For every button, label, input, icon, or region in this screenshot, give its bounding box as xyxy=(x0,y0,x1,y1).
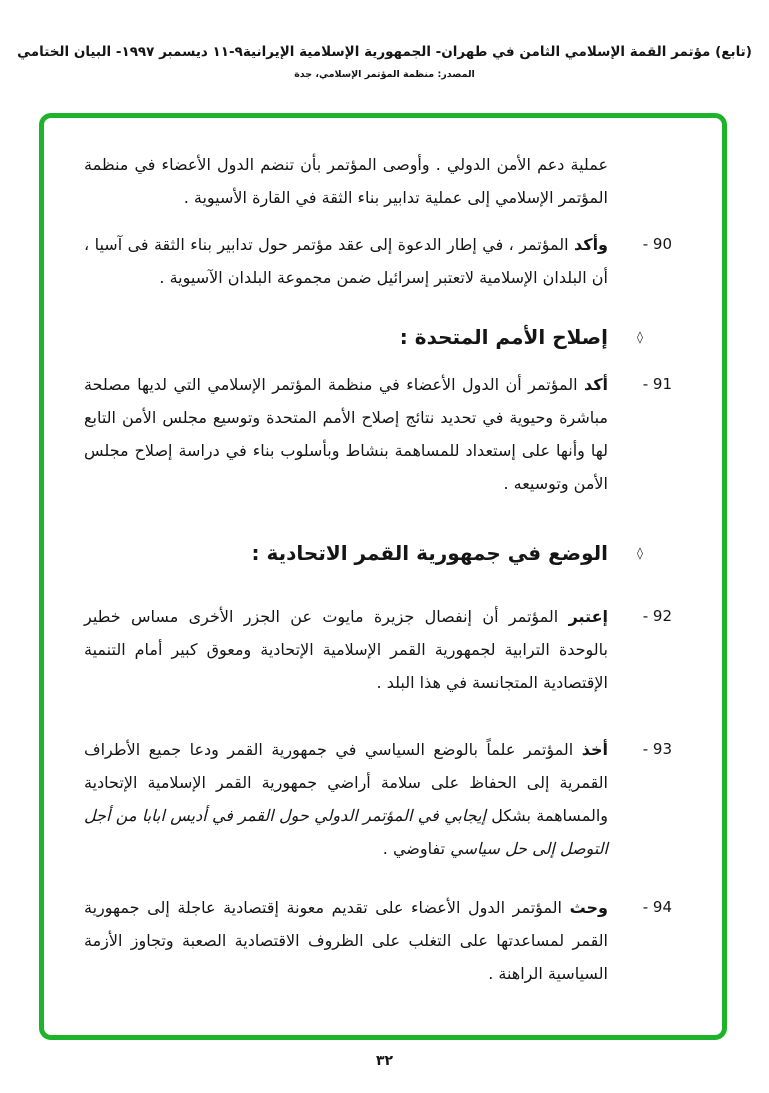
paragraph-text xyxy=(84,733,608,865)
paragraph-lead-word: وحث xyxy=(569,898,608,917)
paragraph-91 xyxy=(84,368,672,500)
paragraph-number: - 93 xyxy=(642,740,672,758)
paragraph-tail: تفاوضي . xyxy=(382,839,451,858)
section-heading-un-reform xyxy=(84,320,672,354)
paragraph-text xyxy=(84,600,608,699)
section-heading-text: الوضع في جمهورية القمر الاتحادية : xyxy=(251,541,608,565)
paragraph-number: - 90 xyxy=(642,235,672,253)
paragraph-92 xyxy=(84,600,672,699)
paragraph-body: المؤتمر علماً بالوضع السياسي في جمهورية القمر ودعا جميع الأطراف القمرية إلى الحفاظ على سلامة أراضي جمهورية القمر الإسلامية الإتحادية والمساهمة بشكل xyxy=(84,740,608,825)
paragraph-number-empty xyxy=(608,148,672,214)
paragraph-body: المؤتمر ، في إطار الدعوة إلى عقد مؤتمر حول تدابير بناء الثقة فى آسيا ، أن البلدان الإسلامية لاتعتبر إسرائيل ضمن مجموعة البلدان الآسيوية . xyxy=(84,235,608,287)
document-source: المصدر: منظمة المؤتمر الإسلامي، جدة xyxy=(294,68,475,80)
page-header xyxy=(0,0,769,80)
paragraph-body: المؤتمر أن إنفصال جزيرة مايوت عن الجزر الأخرى مساس خطير بالوحدة الترابية لجمهورية القمر الإسلامية الإتحادية ومعوق كبير أمام التنمية الإقتصادية المتجانسة في هذا البلد . xyxy=(84,607,608,692)
paragraph-body: المؤتمر أن الدول الأعضاء في منظمة المؤتمر الإسلامي التي لديها مصلحة مباشرة وحيوية في تحديد نتائج إصلاح الأمم المتحدة وتوسيع مجلس الأمن التابع لها وأنها على إستعداد للمساهمة بنشاط وبأسلوب بناء في دراسة إصلاح مجلس الأمن وتوسيعه . xyxy=(84,375,608,493)
section-heading-comoros xyxy=(84,536,672,570)
paragraph-lead-word: أخذ xyxy=(581,740,608,759)
paragraph-lead-word: إعتبر xyxy=(568,607,608,626)
paragraph-94 xyxy=(84,891,672,990)
paragraph-text xyxy=(84,228,608,294)
paragraph-text xyxy=(84,368,608,500)
diamond-bullet-icon: ◊ xyxy=(637,546,643,560)
section-heading-text: إصلاح الأمم المتحدة : xyxy=(399,325,608,349)
content-border-box xyxy=(39,113,727,1040)
paragraph-lead-word: وأكد xyxy=(574,235,608,254)
paragraph-continuation xyxy=(84,148,672,214)
paragraph-number: - 91 xyxy=(642,375,672,393)
paragraph-90 xyxy=(84,228,672,294)
paragraph-italic-segment: إيجابي في المؤتمر الدولي حول القمر في أديس ابابا من أجل التوصل إلى حل سياسي xyxy=(84,806,608,858)
diamond-bullet-icon: ◊ xyxy=(637,330,643,344)
paragraph-body: المؤتمر الدول الأعضاء على تقديم معونة إقتصادية عاجلة إلى جمهورية القمر لمساعدتها على التغلب على الظروف الاقتصادية الصعبة وتجاوز الأزمة السياسية الراهنة . xyxy=(84,898,608,983)
page-number: ٣٢ xyxy=(375,1053,394,1069)
paragraph-93 xyxy=(84,733,672,865)
paragraph-number: - 92 xyxy=(642,607,672,625)
paragraph-lead-word: أكد xyxy=(583,375,608,394)
paragraph-text: عملية دعم الأمن الدولي . وأوصى المؤتمر بأن تنضم الدول الأعضاء في منظمة المؤتمر الإسلامي إلى عملية تدابير بناء الثقة في القارة الأسيوية . xyxy=(84,155,608,207)
paragraph-number: - 94 xyxy=(642,898,672,916)
paragraph-text xyxy=(84,891,608,990)
document-title: (تابع) مؤتمر القمة الإسلامي الثامن في طهران- الجمهورية الإسلامية الإيرانية٩-١١ ديسمبر ١٩٩٧- البيان الختامي xyxy=(17,44,752,60)
